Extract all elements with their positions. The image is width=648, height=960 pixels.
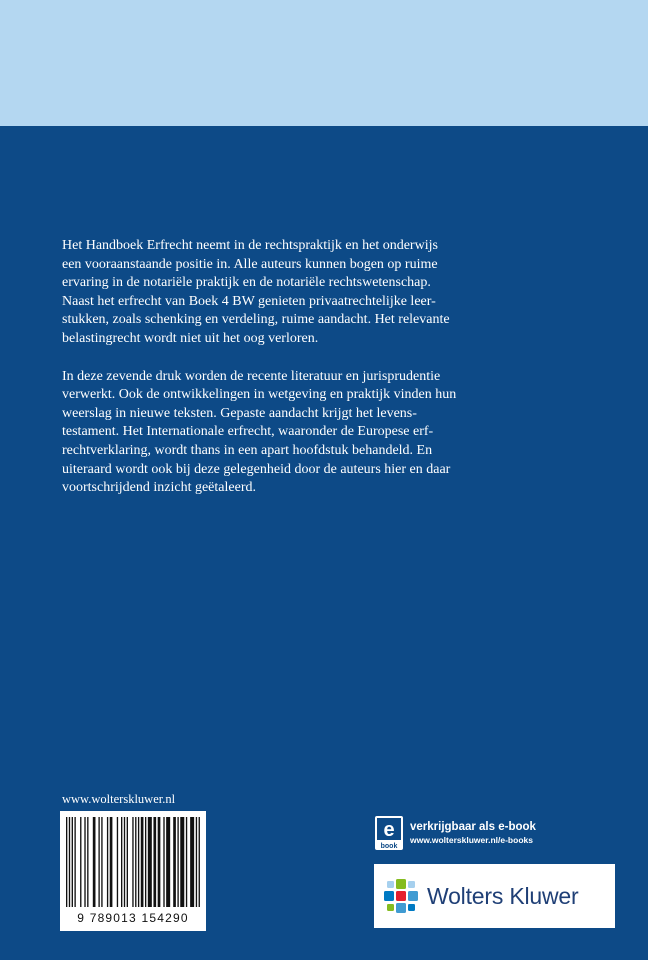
barcode-bar — [87, 817, 88, 907]
blurb-line: stukken, zoals schenking en verdeling, ruime aandacht. Het relevante — [62, 312, 450, 328]
cover-blurb — [62, 237, 492, 517]
barcode-bar — [166, 817, 170, 907]
barcode-bar — [66, 817, 67, 907]
blurb-line: Het Handboek Erfrecht neemt in de rechtspraktijk en het onderwijs — [62, 238, 438, 253]
blurb-line: voortschrijdend inzicht geëtaleerd. — [62, 480, 256, 496]
barcode-bar — [158, 817, 161, 907]
blurb-line: In deze zevende druk worden de recente literatuur en jurisprudentie — [62, 368, 441, 384]
barcode-bar — [101, 817, 102, 907]
barcode-bar — [84, 817, 85, 907]
blurb-paragraph-2 — [62, 368, 492, 498]
barcode-bar — [173, 817, 176, 907]
blurb-paragraph-1 — [62, 237, 492, 349]
publisher-logo-box — [374, 864, 615, 928]
ebook-icon-label: book — [380, 843, 398, 850]
barcode-bar — [80, 817, 81, 907]
barcode-bar — [127, 817, 128, 907]
ebook-tagline: verkrijgbaar als e-book — [410, 821, 536, 833]
barcode-bar — [107, 817, 108, 907]
barcode-bar — [69, 817, 70, 907]
barcode-bar — [72, 817, 73, 907]
isbn-number: 9 789013 154290 — [77, 911, 189, 925]
barcode-bar — [135, 817, 136, 907]
barcode-bar — [98, 817, 99, 907]
blurb-line: belastingrecht wordt niet uit het oog verloren. — [62, 330, 319, 346]
barcode-bar — [190, 817, 194, 907]
barcode-bar — [148, 817, 152, 907]
barcode-bar — [177, 817, 178, 907]
barcode-bar — [196, 817, 197, 907]
barcode-bar — [138, 817, 139, 907]
blurb-line: verwerkt. Ook de ontwikkelingen in wetgeving en praktijk vinden hun — [62, 387, 457, 403]
blurb-line: weerslag in nieuwe teksten. Gepaste aandacht krijgt het levens- — [62, 405, 417, 421]
blurb-line: een vooraanstaande positie in. Alle auteurs kunnen bogen op ruime — [62, 256, 438, 272]
blurb-line: ervaring in de notariële praktijk en de notariële rechtswetenschap. — [62, 275, 431, 291]
barcode-bar — [132, 817, 133, 907]
barcode-bar — [93, 817, 96, 907]
barcode-bar — [180, 817, 184, 907]
ebook-url[interactable]: www.wolterskluwer.nl/e-books — [410, 835, 533, 845]
barcode-bar — [153, 817, 156, 907]
barcode-bar — [110, 817, 113, 907]
blurb-line: rechtverklaring, wordt thans in een apart hoofdstuk behandeld. En — [62, 442, 433, 458]
barcode-bar — [186, 817, 187, 907]
publisher-website[interactable]: www.wolterskluwer.nl — [62, 792, 176, 806]
barcode-bar — [199, 817, 200, 907]
barcode-bar — [145, 817, 146, 907]
barcode-bar — [141, 817, 144, 907]
blurb-line: uiteraard wordt ook bij deze gelegenheid door de auteurs hier en daar — [62, 461, 451, 477]
barcode-bars — [66, 817, 200, 907]
ebook-icon-letter: e — [383, 819, 395, 841]
barcode-bar — [74, 817, 75, 907]
blurb-line: Naast het erfrecht van Boek 4 BW genieten privaatrechtelijke leer- — [62, 293, 436, 309]
publisher-name: Wolters Kluwer — [427, 883, 579, 909]
wolters-kluwer-logo-icon — [384, 879, 418, 913]
barcode-bar — [121, 817, 122, 907]
top-color-band — [0, 0, 648, 126]
barcode-bar — [117, 817, 118, 907]
ebook-icon — [374, 815, 404, 851]
barcode-bar — [124, 817, 125, 907]
isbn-barcode — [60, 811, 206, 931]
ebook-availability — [410, 820, 536, 846]
blurb-line: testament. Het Internationale erfrecht, waaronder de Europese erf- — [62, 424, 434, 440]
barcode-bar — [163, 817, 164, 907]
